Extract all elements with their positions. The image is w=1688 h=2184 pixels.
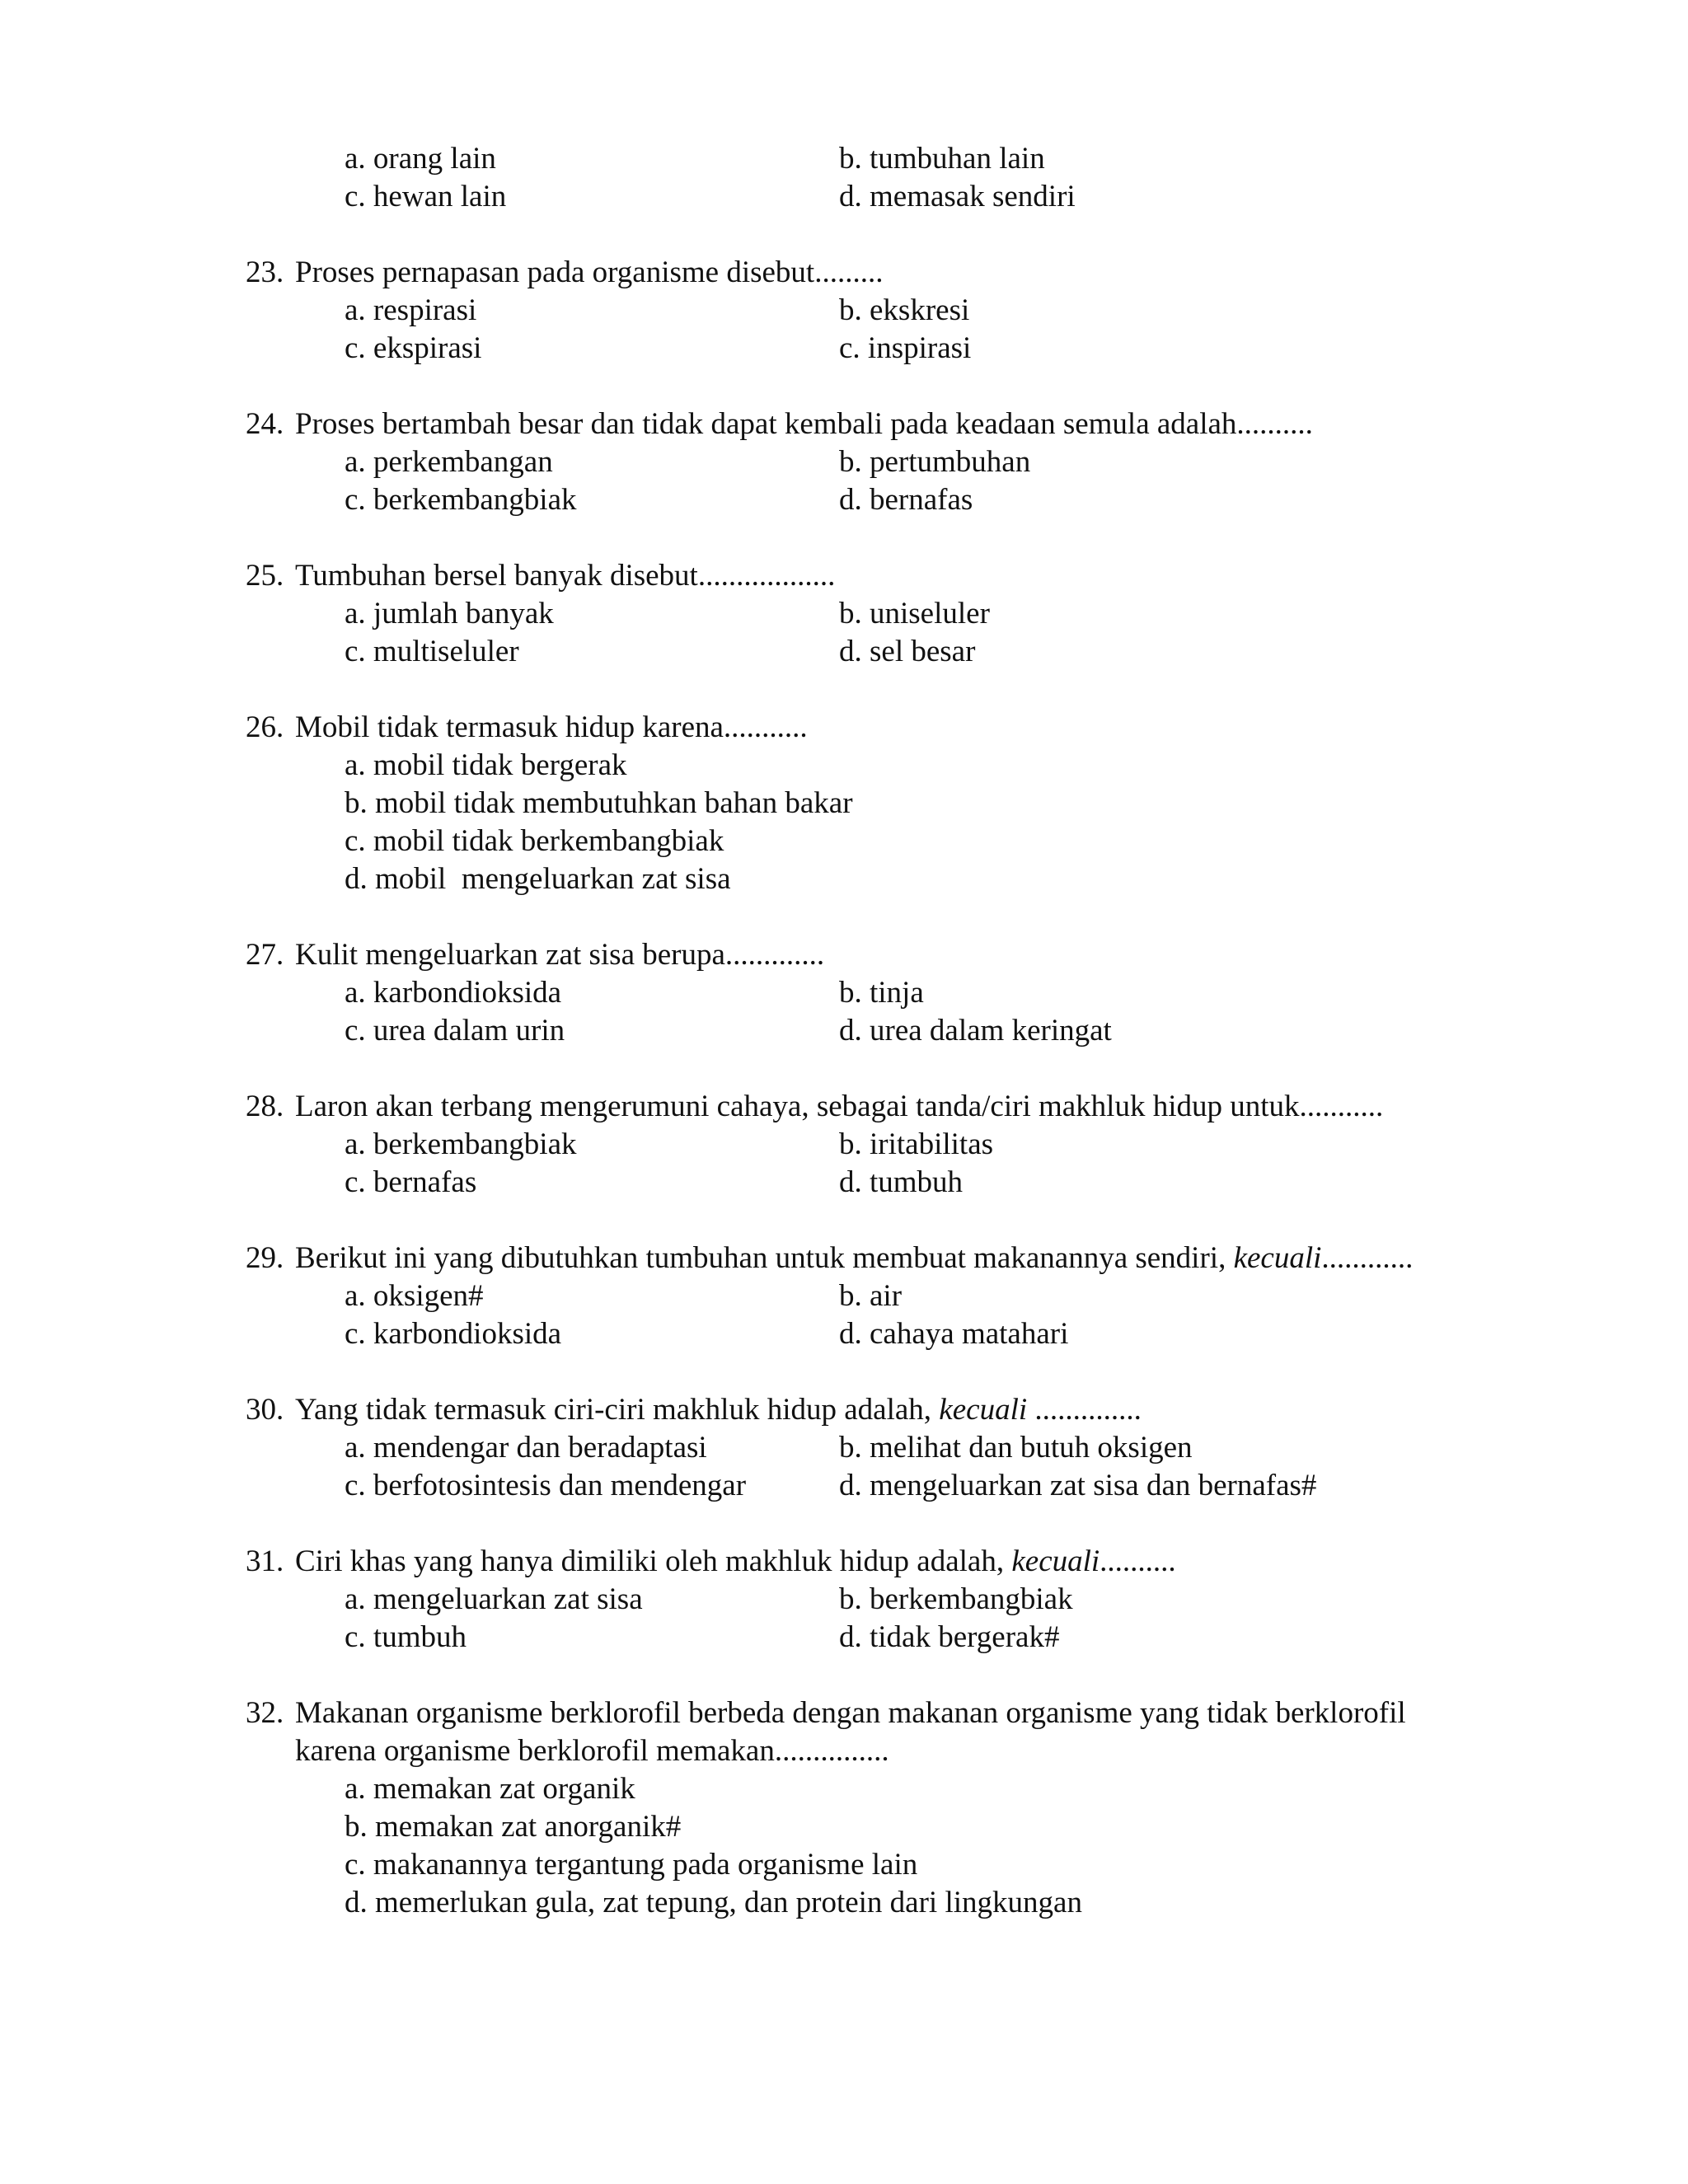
option-a: a. mengeluarkan zat sisa — [345, 1582, 643, 1616]
option-d: d. bernafas — [839, 483, 973, 517]
option-d: d. memasak sendiri — [839, 180, 1076, 213]
option-a: a. berkembangbiak — [345, 1127, 577, 1161]
question-text: Berikut ini yang dibutuhkan tumbuhan untuk membuat makanannya sendiri, — [295, 1241, 1234, 1275]
question-number: 23. — [246, 255, 284, 289]
option-b: b. ekskresi — [839, 293, 970, 327]
option-row — [246, 1164, 1531, 1202]
question-text: Makanan organisme berklorofil berbeda dengan makanan organisme yang tidak berklorofil — [295, 1696, 1406, 1730]
option-row — [246, 1315, 1531, 1353]
option-d: c. inspirasi — [839, 331, 972, 365]
question-text: Tumbuhan bersel banyak disebut.................. — [295, 559, 836, 593]
option-row — [246, 633, 1531, 671]
question-23 — [246, 254, 1531, 368]
question-stem — [246, 1543, 1531, 1581]
question-number: 30. — [246, 1393, 284, 1427]
option-b: b. tumbuhan lain — [839, 142, 1045, 176]
option-a: a. jumlah banyak — [345, 597, 554, 630]
question-text: Ciri khas yang hanya dimiliki oleh makhluk hidup adalah, — [295, 1544, 1012, 1578]
option-b: b. pertumbuhan — [839, 445, 1031, 479]
option-row — [246, 1429, 1531, 1467]
option-c: c. hewan lain — [345, 180, 507, 213]
option-a: a. orang lain — [345, 142, 496, 176]
option-row — [246, 178, 1531, 216]
question-text: Proses bertambah besar dan tidak dapat kembali pada keadaan semula adalah.......... — [295, 407, 1313, 441]
option-a: a. respirasi — [345, 293, 477, 327]
question-text-ellipsis: .......... — [1100, 1544, 1176, 1578]
option-b: b. berkembangbiak — [839, 1582, 1073, 1616]
option-row — [246, 140, 1531, 178]
question-27 — [246, 936, 1531, 1050]
option-row — [246, 1467, 1531, 1505]
option-b: b. mobil tidak membutuhkan bahan bakar — [345, 786, 853, 820]
question-26 — [246, 709, 1531, 898]
option-c: c. makanannya tergantung pada organisme lain — [345, 1848, 918, 1882]
option-b: b. uniseluler — [839, 597, 990, 630]
question-text: Mobil tidak termasuk hidup karena........... — [295, 710, 808, 744]
question-text: Laron akan terbang mengerumuni cahaya, sebagai tanda/ciri makhluk hidup untuk........... — [295, 1090, 1384, 1123]
option-b: b. memakan zat anorganik# — [345, 1810, 682, 1844]
question-number: 29. — [246, 1241, 284, 1275]
option-d: d. cahaya matahari — [839, 1317, 1069, 1351]
question-28 — [246, 1088, 1531, 1202]
option-row — [246, 443, 1531, 481]
question-text: Yang tidak termasuk ciri-ciri makhluk hidup adalah, — [295, 1393, 940, 1427]
option-c: c. ekspirasi — [345, 331, 482, 365]
option-c: c. bernafas — [345, 1165, 477, 1199]
question-number: 32. — [246, 1696, 284, 1730]
option-c: c. urea dalam urin — [345, 1014, 565, 1047]
question-number: 24. — [246, 407, 284, 441]
option-d: d. mobil mengeluarkan zat sisa — [345, 862, 731, 896]
option-row — [246, 330, 1531, 368]
question-text-emphasis: kecuali — [939, 1393, 1028, 1427]
option-row — [246, 1277, 1531, 1315]
question-22-options — [246, 140, 1531, 216]
question-text-ellipsis: .............. — [1027, 1393, 1142, 1427]
option-d: d. sel besar — [839, 635, 976, 668]
option-c: c. karbondioksida — [345, 1317, 562, 1351]
option-c: c. tumbuh — [345, 1620, 467, 1654]
option-c: c. berkembangbiak — [345, 483, 577, 517]
option-a: a. mobil tidak bergerak — [345, 748, 627, 782]
option-row — [246, 1619, 1531, 1657]
question-text-emphasis: kecuali — [1011, 1544, 1100, 1578]
question-stem — [246, 405, 1531, 443]
question-stem — [246, 1391, 1531, 1429]
option-b: b. melihat dan butuh oksigen — [839, 1431, 1193, 1465]
question-24 — [246, 405, 1531, 519]
question-stem-continued: karena organisme berklorofil memakan............... — [295, 1734, 889, 1768]
option-d: d. tidak bergerak# — [839, 1620, 1060, 1654]
option-row — [246, 1581, 1531, 1619]
question-number: 26. — [246, 710, 284, 744]
question-stem — [246, 1694, 1531, 1732]
option-d: d. mengeluarkan zat sisa dan bernafas# — [839, 1469, 1317, 1502]
question-stem — [246, 557, 1531, 595]
option-d: d. tumbuh — [839, 1165, 964, 1199]
option-b: b. air — [839, 1279, 903, 1313]
question-stem — [246, 936, 1531, 974]
option-a: a. karbondioksida — [345, 976, 562, 1010]
option-c: c. berfotosintesis dan mendengar — [345, 1469, 747, 1502]
option-c: c. mobil tidak berkembangbiak — [345, 824, 724, 858]
question-number: 28. — [246, 1090, 284, 1123]
option-d: d. memerlukan gula, zat tepung, dan protein dari lingkungan — [345, 1886, 1082, 1919]
option-row — [246, 481, 1531, 519]
question-stem — [246, 1088, 1531, 1126]
option-row — [246, 292, 1531, 330]
option-a: a. memakan zat organik — [345, 1772, 635, 1806]
question-30 — [246, 1391, 1531, 1505]
question-32 — [246, 1694, 1531, 1922]
question-text-emphasis: kecuali — [1233, 1241, 1322, 1275]
question-number: 27. — [246, 938, 284, 972]
question-25 — [246, 557, 1531, 671]
option-b: b. iritabilitas — [839, 1127, 994, 1161]
option-row — [246, 595, 1531, 633]
question-stem — [246, 709, 1531, 747]
option-c: c. multiseluler — [345, 635, 519, 668]
option-row — [246, 1012, 1531, 1050]
option-row — [246, 1126, 1531, 1164]
question-text-ellipsis: ............ — [1321, 1241, 1414, 1275]
option-a: a. mendengar dan beradaptasi — [345, 1431, 707, 1465]
option-d: d. urea dalam keringat — [839, 1014, 1112, 1047]
question-29 — [246, 1240, 1531, 1353]
question-text: Proses pernapasan pada organisme disebut......... — [295, 255, 884, 289]
option-a: a. oksigen# — [345, 1279, 484, 1313]
question-stem — [246, 254, 1531, 292]
option-b: b. tinja — [839, 976, 924, 1010]
question-number: 31. — [246, 1544, 284, 1578]
question-31 — [246, 1543, 1531, 1657]
option-a: a. perkembangan — [345, 445, 553, 479]
question-text: Kulit mengeluarkan zat sisa berupa............. — [295, 938, 825, 972]
option-row — [246, 974, 1531, 1012]
question-number: 25. — [246, 559, 284, 593]
question-stem — [246, 1240, 1531, 1277]
